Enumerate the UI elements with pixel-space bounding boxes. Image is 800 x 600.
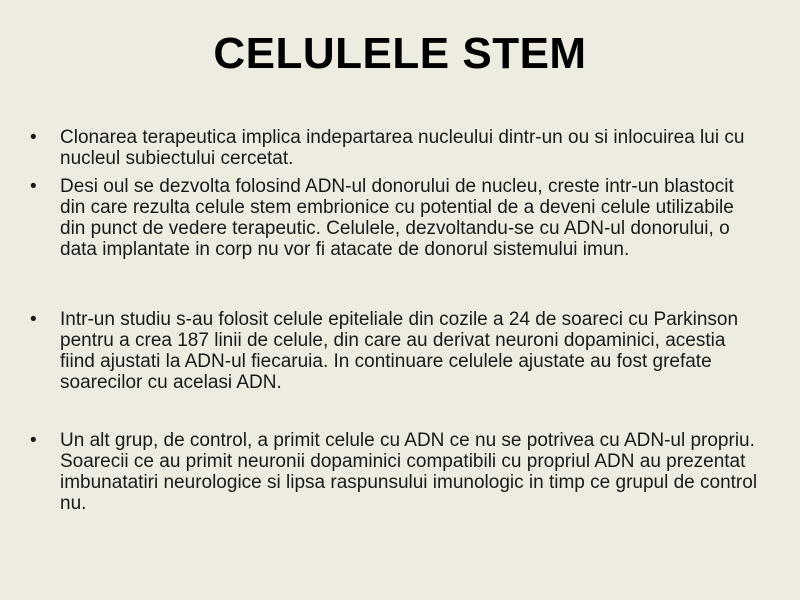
bullet-text-1: Clonarea terapeutica implica indepartarea nucleului dintr-un ou si inlocuirea lui cu nucleul subiectului cercetat. (60, 127, 745, 169)
bullet-text-4: Un alt grup, de control, a primit celule cu ADN ce nu se potrivea cu ADN-ul propriu. Soarecii ce au primit neuronii dopaminici compatibili cu propriul ADN au prezentat imbunatatiri neurologice si lipsa raspunsului imunologic in timp ce grupul de control nu. (60, 430, 758, 514)
bullet-icon: • (30, 430, 37, 451)
bullet-text-2: Desi oul se dezvolta folosind ADN-ul donorului de nucleu, creste intr-un blastocit din care rezulta celule stem embrionice cu potential de a deveni celule utilizabile din punct de vedere terapeutic. Celulele, dezvoltandu-se cu ADN-ul donorului, o data implantate in corp nu vor fi atacate de donorul sistemului imun. (60, 176, 734, 260)
bullet-icon: • (30, 176, 37, 197)
bullet-text-3: Intr-un studiu s-au folosit celule epiteliale din cozile a 24 de soareci cu Parkinson pentru a crea 187 linii de celule, din care au derivat neuroni dopaminici, acestia fiind ajustati la ADN-ul fiecaruia. In continuare celulele ajustate au fost grefate soarecilor cu acelasi ADN. (60, 309, 739, 393)
slide-title: CELULELE STEM (213, 29, 587, 78)
bullet-icon: • (30, 309, 37, 330)
bullet-icon: • (30, 127, 37, 148)
